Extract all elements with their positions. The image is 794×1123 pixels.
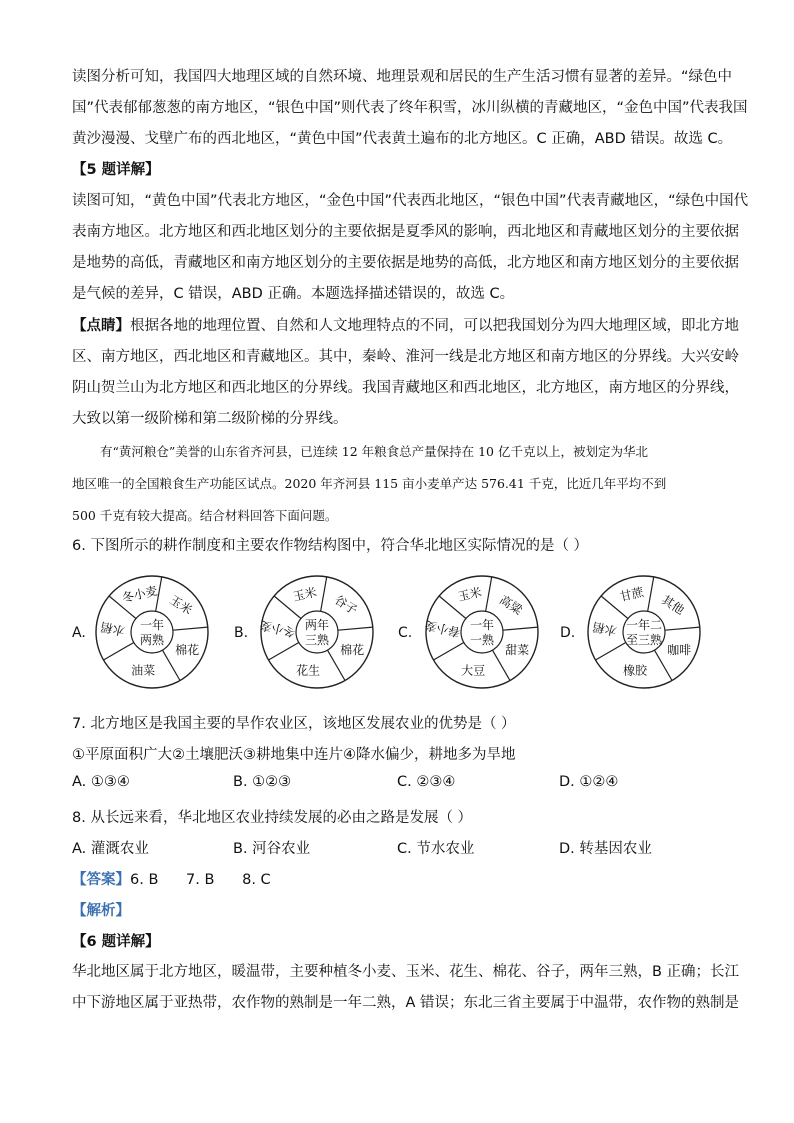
question-8: 8. 从长远来看，华北地区农业持续发展的必由之路是发展（ ） <box>72 810 473 826</box>
paragraph-3 <box>72 311 739 435</box>
crop-label: 棉花 <box>340 642 365 657</box>
option-letter[interactable]: A. <box>72 625 86 641</box>
material-paragraph <box>72 436 722 532</box>
option-letter[interactable]: C. <box>398 625 413 641</box>
text-line: 黄沙漫漫、戈壁广布的西北地区，“黄色中国”代表黄土遍布的北方地区。C 正确，ABD 错误。故选 C。 <box>72 131 733 147</box>
crop-label: 花生 <box>296 663 321 678</box>
text-line: 大致以第一级阶梯和第二级阶梯的分界线。 <box>72 411 348 427</box>
q8-option-c[interactable]: C. 节水农业 <box>397 841 475 857</box>
cropping-system-label: 两熟 <box>139 633 165 647</box>
sector-divider <box>321 577 327 611</box>
dianjing-tag: 【点睛】 <box>72 318 130 334</box>
answer-tag: 【答案】 <box>72 872 130 888</box>
dianjing-text: 根据各地的地理位置、自然和人文地理特点的不同，可以把我国划分为四大地理区域，即北方地 <box>130 318 739 334</box>
sector-divider <box>503 627 538 630</box>
q5-heading: 【5 题详解】 <box>72 162 160 178</box>
crop-label: 玉米 <box>456 584 484 604</box>
crop-label: 谷子 <box>332 592 360 618</box>
cropping-system-label: 三熟 <box>304 633 330 647</box>
cropping-system-label: 一年二 <box>625 618 663 632</box>
text-line: 是地势的高低，青藏地区和南方地区划分的主要依据是地势的高低，北方地区和南方地区划分的主要依据 <box>72 255 739 271</box>
crop-label: 甘蔗 <box>618 584 646 604</box>
crop-label: 棉花 <box>175 642 200 657</box>
option-letter[interactable]: B. <box>234 625 249 641</box>
question-7: 7. 北方地区是我国主要的旱作农业区，该地区发展农业的优势是（ ） <box>72 716 516 732</box>
answer-line <box>72 868 271 889</box>
option-letter[interactable]: D. <box>560 625 576 641</box>
crop-label: 油菜 <box>131 663 156 678</box>
text-line: 地区唯一的全国粮食生产功能区试点。2020 年齐河县 115 亩小麦单产达 576.41 千克，比近几年平均不到 <box>72 476 667 491</box>
crop-diagram <box>560 576 700 688</box>
crop-diagram <box>398 576 538 688</box>
crop-diagram <box>234 576 373 688</box>
cropping-system-label: 一熟 <box>469 633 495 647</box>
text-line <box>72 311 739 342</box>
text-line: 阴山贺兰山为北方地区和西北地区的分界线。我国青藏地区和西北地区，北方地区，南方地区的分界线， <box>72 380 739 396</box>
text-line: 华北地区属于北方地区，暖温带，主要种植冬小麦、玉米、花生、棉花、谷子，两年三熟，B 正确；长江 <box>72 964 740 980</box>
question-7-statements: ①平原面积广大②土壤肥沃③耕地集中连片④降水偏少，耕地多为旱地 <box>72 747 516 763</box>
cropping-system-label: 一年 <box>469 618 495 632</box>
crop-label: 橡胶 <box>623 663 648 678</box>
q8-option-d[interactable]: D. 转基因农业 <box>559 841 652 857</box>
text-line: 表南方地区。北方地区和西北地区划分的主要依据是夏季风的影响，西北地区和青藏地区划分的主要依据 <box>72 224 739 240</box>
crop-label: 春小麦 <box>423 617 462 640</box>
text-line: 读图分析可知，我国四大地理区域的自然环境、地理景观和居民的生产生活习惯有显著的差异。“绿色中 <box>72 69 733 85</box>
q7-option-d[interactable]: D. ①②④ <box>559 774 619 790</box>
crop-diagram <box>72 576 208 688</box>
sector-divider <box>486 577 492 611</box>
answer-text: 6. B 7. B 8. C <box>130 872 271 888</box>
sector-divider <box>665 627 700 630</box>
text-line: 中下游地区属于亚热带，农作物的熟制是一年二熟，A 错误；东北三省主要属于中温带，农作物的熟制是 <box>72 995 740 1011</box>
paragraph-2 <box>72 186 749 310</box>
sector-divider <box>269 643 299 661</box>
q7-option-c[interactable]: C. ②③④ <box>397 774 456 790</box>
q8-option-b[interactable]: B. 河谷农业 <box>233 841 311 857</box>
crop-label: 其他 <box>659 592 687 618</box>
crop-label: 大豆 <box>461 663 486 678</box>
crop-label: 玉米 <box>167 592 195 618</box>
cropping-system-label: 一年 <box>139 618 165 632</box>
crop-label: 冬小麦 <box>258 617 297 640</box>
crop-label: 咖啡 <box>667 642 692 657</box>
q8-option-a[interactable]: A. 灌溉农业 <box>72 841 149 857</box>
q7-option-a[interactable]: A. ①③④ <box>72 774 130 790</box>
crop-label: 甜菜 <box>505 642 530 657</box>
sector-divider <box>596 643 626 661</box>
q6-heading: 【6 题详解】 <box>72 934 160 950</box>
paragraph-1 <box>72 62 748 155</box>
text-line: 区、南方地区，西北地区和青藏地区。其中，秦岭、淮河一线是北方地区和南方地区的分界线。大兴安岭 <box>72 349 739 365</box>
sector-divider <box>104 643 134 661</box>
crop-diagram-svg <box>72 570 722 695</box>
crop-label: 水稻 <box>591 619 618 639</box>
sector-divider <box>173 627 208 630</box>
crop-label: 水稻 <box>99 619 126 639</box>
cropping-system-label: 至三熟 <box>625 633 663 647</box>
sector-divider <box>648 577 654 611</box>
analysis-tag: 【解析】 <box>72 903 130 919</box>
text-line: 有“黄河粮仓”美誉的山东省齐河县，已连续 12 年粮食总产量保持在 10 亿千克以上，被划定为华北 <box>100 444 648 459</box>
text-line: 是气候的差异，C 错误，ABD 正确。本题选择描述错误的，故选 C。 <box>72 286 515 302</box>
cropping-system-label: 两年 <box>304 618 330 632</box>
sector-divider <box>338 627 373 630</box>
text-line: 国”代表郁郁葱葱的南方地区，“银色中国”则代表了终年积雪，冰川纵横的青藏地区，“金色中国”代表我国 <box>72 100 748 116</box>
q7-option-b[interactable]: B. ①②③ <box>233 774 292 790</box>
crop-diagrams <box>72 570 722 695</box>
crop-label: 冬小麦 <box>120 583 159 606</box>
crop-label: 高粱 <box>497 592 525 618</box>
text-line: 读图可知，“黄色中国”代表北方地区，“金色中国”代表西北地区，“银色中国”代表青藏地区，“绿色中国代 <box>72 193 749 209</box>
crop-label: 玉米 <box>291 584 319 604</box>
question-6: 6. 下图所示的耕作制度和主要农作物结构图中，符合华北地区实际情况的是（ ） <box>72 538 589 554</box>
text-line: 500 千克有较大提高。结合材料回答下面问题。 <box>72 508 338 523</box>
paragraph-4 <box>72 957 740 1019</box>
sector-divider <box>434 643 464 661</box>
